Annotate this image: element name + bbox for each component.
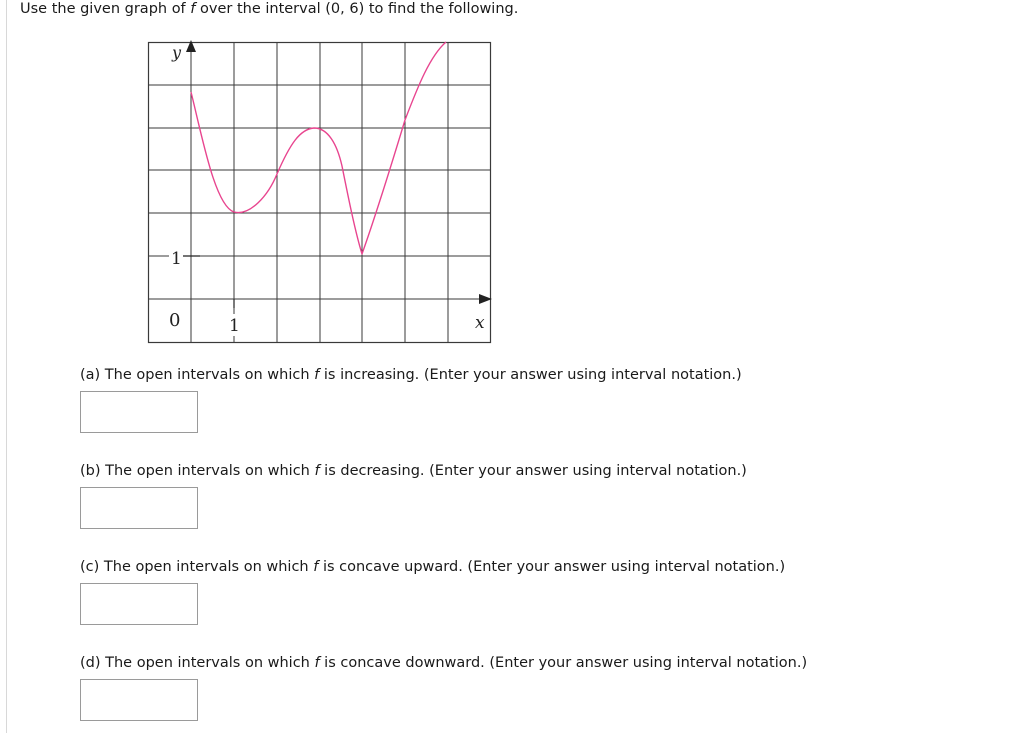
origin-label: 0 [169, 310, 181, 331]
y-axis-label: y [172, 43, 182, 62]
graph-svg [140, 36, 500, 348]
prompt-text-after: over the interval (0, 6) to find the following. [195, 1, 519, 17]
question-c-function: f [313, 559, 319, 575]
question-c [80, 558, 785, 576]
question-b-function: f [314, 463, 320, 479]
question-b-suffix: is decreasing. (Enter your answer using interval notation.) [319, 463, 747, 479]
question-b-prefix: (b) The open intervals on which [80, 463, 315, 479]
function-graph [140, 36, 500, 348]
x-axis-label: x [475, 313, 485, 333]
question-c-suffix: is concave upward. (Enter your answer using interval notation.) [318, 559, 786, 575]
y-tick-label: 1 [171, 249, 182, 269]
left-border [6, 0, 7, 733]
x-tick-label: 1 [229, 316, 240, 336]
question-a-function: f [314, 367, 320, 383]
question-d-prefix: (d) The open intervals on which [80, 655, 315, 671]
answer-input-a[interactable] [80, 391, 198, 433]
prompt-function-name: f [190, 1, 196, 17]
answer-input-d[interactable] [80, 679, 198, 721]
answer-input-c[interactable] [80, 583, 198, 625]
question-a [80, 366, 742, 384]
question-a-prefix: (a) The open intervals on which [80, 367, 315, 383]
question-a-suffix: is increasing. (Enter your answer using interval notation.) [319, 367, 742, 383]
question-d [80, 654, 807, 672]
problem-prompt [20, 0, 518, 18]
question-d-suffix: is concave downward. (Enter your answer using interval notation.) [319, 655, 808, 671]
prompt-text-before: Use the given graph of [20, 1, 191, 17]
question-d-function: f [314, 655, 320, 671]
answer-input-b[interactable] [80, 487, 198, 529]
question-c-prefix: (c) The open intervals on which [80, 559, 314, 575]
question-b [80, 462, 747, 480]
